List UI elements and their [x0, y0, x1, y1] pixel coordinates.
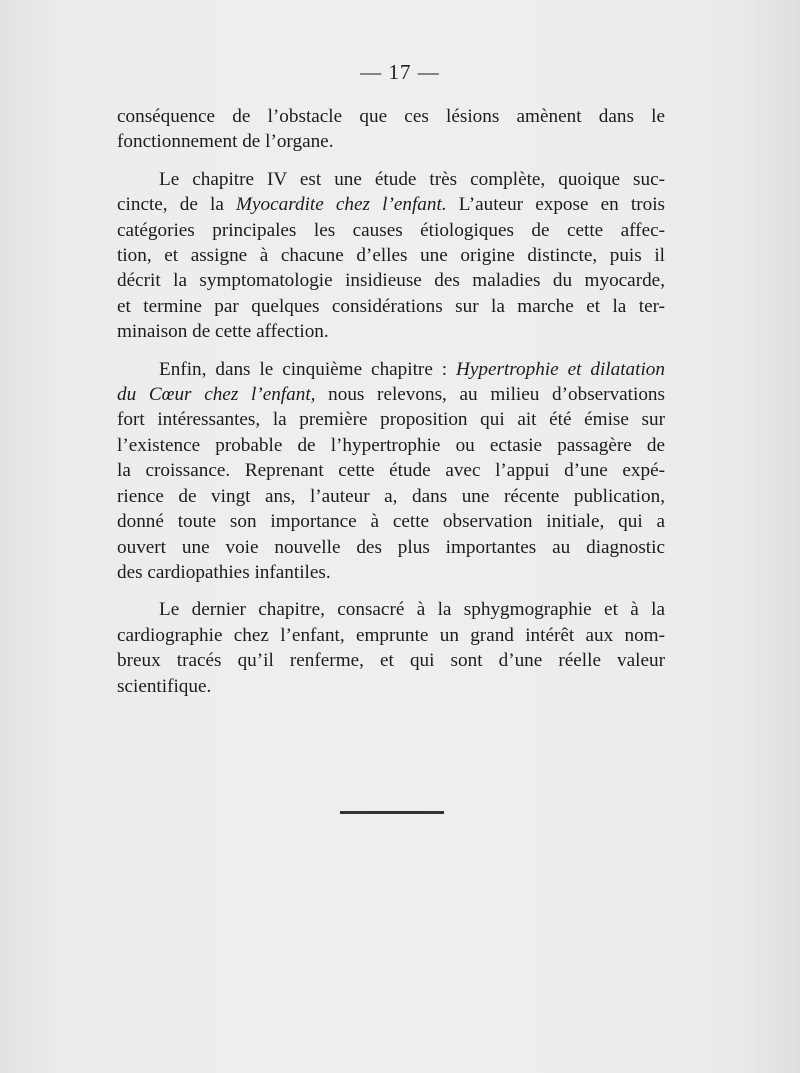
- text-run: cardiographie chez l’enfant, emprunte un grand intérêt aux nom-: [117, 624, 665, 646]
- text-line: [117, 357, 665, 382]
- text-line: [117, 535, 665, 560]
- text-line: [117, 597, 665, 622]
- text-line: [117, 218, 665, 243]
- text-line: [117, 294, 665, 319]
- text-line: [117, 167, 665, 192]
- text-run: conséquence de l’obstacle que ces lésions amènent dans le: [117, 106, 665, 127]
- text-line: [117, 129, 665, 154]
- text-line: [117, 104, 665, 129]
- text-line: [117, 433, 665, 458]
- text-run: et termine par quelques considérations sur la marche et la ter-: [117, 295, 665, 317]
- text-run: cincte, de la: [117, 194, 237, 216]
- text-run: minaison de cette affection.: [117, 321, 329, 343]
- text-line: [117, 192, 665, 217]
- text-line: [117, 407, 665, 432]
- text-run: nous relevons, au milieu d’observations: [315, 384, 665, 406]
- text-run: fonctionnement de l’organe.: [117, 131, 334, 153]
- text-run: l’existence probable de l’hypertrophie ou ectasie passagère de: [117, 434, 665, 456]
- italic-title: Myocardite chez l’enfant.: [236, 194, 447, 216]
- text-line: [117, 382, 665, 407]
- paragraph-4: [117, 597, 665, 699]
- text-run: décrit la symptomatologie insidieuse des maladies du myocarde,: [117, 270, 665, 292]
- text-line: [117, 484, 665, 509]
- text-run: fort intéressantes, la première proposition qui ait été émise sur: [117, 409, 665, 431]
- text-line: [117, 243, 665, 268]
- text-line: [117, 509, 665, 534]
- paragraph-1: [117, 104, 665, 155]
- text-run: scientifique.: [117, 675, 212, 697]
- text-line: [117, 560, 665, 585]
- text-line: [117, 674, 665, 699]
- text-run: ouvert une voie nouvelle des plus importantes au diagnostic: [117, 536, 665, 558]
- text-line: [117, 319, 665, 344]
- text-run: Le dernier chapitre, consacré à la sphygmographie et à la: [159, 599, 665, 621]
- text-run: Le chapitre IV est une étude très complète, quoique suc-: [159, 168, 665, 190]
- page-number: — 17 —: [360, 60, 440, 84]
- text-run: L’auteur expose en trois: [446, 194, 666, 216]
- text-line: [117, 458, 665, 483]
- italic-title: Hypertrophie et dilatation: [456, 358, 665, 380]
- paragraph-3: [117, 357, 665, 586]
- text-run: la croissance. Reprenant cette étude avec l’appui d’une expé-: [117, 460, 665, 482]
- body-text: [117, 104, 665, 711]
- text-line: [117, 623, 665, 648]
- text-run: breux tracés qu’il renferme, et qui sont d’une réelle valeur: [117, 650, 665, 672]
- text-line: [117, 268, 665, 293]
- text-run: tion, et assigne à chacune d’elles une origine distincte, puis il: [117, 245, 665, 267]
- text-run: catégories principales les causes étiologiques de cette affec-: [117, 219, 665, 241]
- text-run: des cardiopathies infantiles.: [117, 561, 331, 583]
- text-run: donné toute son importance à cette observation initiale, qui a: [117, 511, 665, 533]
- italic-title: du Cœur chez l’enfant,: [117, 384, 316, 406]
- text-run: rience de vingt ans, l’auteur a, dans une récente publication,: [117, 485, 665, 507]
- text-run: Enfin, dans le cinquième chapitre :: [159, 358, 457, 380]
- paragraph-2: [117, 167, 665, 345]
- text-line: [117, 648, 665, 673]
- end-rule: [340, 811, 444, 814]
